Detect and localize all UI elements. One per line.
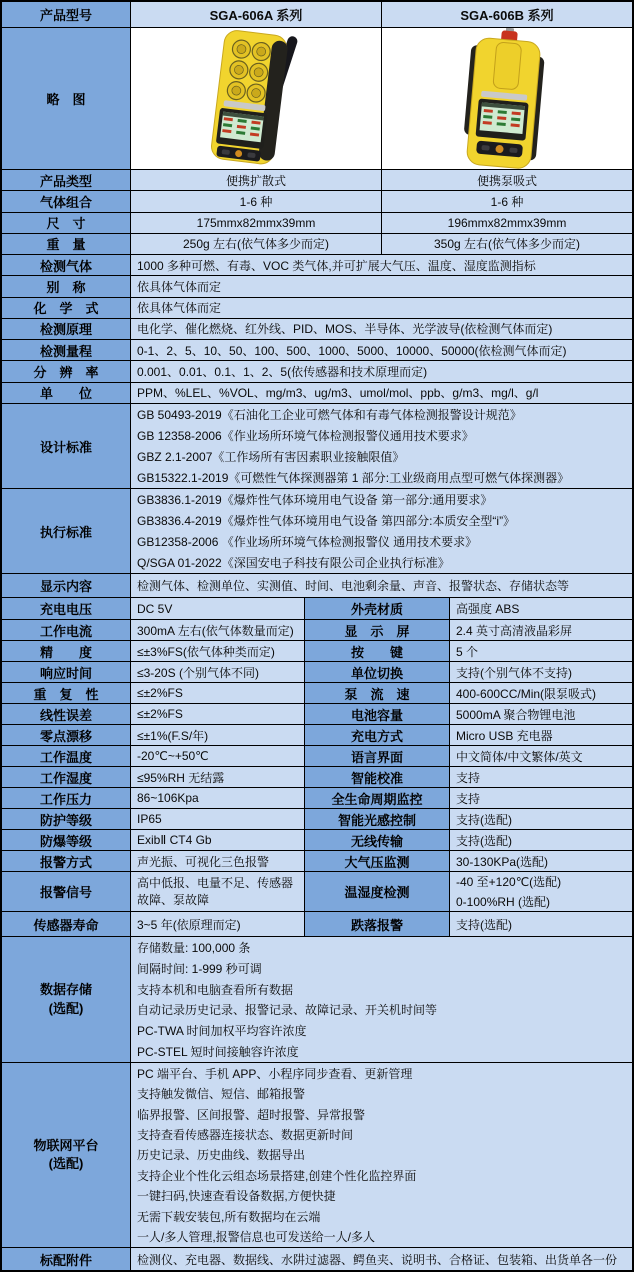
value-2: 支持 [450,788,632,808]
spec-row [2,319,632,340]
row-label: 分 辨 率 [2,361,131,381]
spec-row [2,340,632,361]
value-2: 5000mA 聚合物锂电池 [450,704,632,724]
spec-row-4col [2,746,632,767]
value-1: ≤95%RH 无结露 [131,767,305,787]
row-label: 零点漂移 [2,725,131,745]
row-label-2: 单位切换 [305,662,450,682]
row-label: 重 复 性 [2,683,131,703]
series-b-header: SGA-606B 系列 [382,2,632,27]
series-a-header: SGA-606A 系列 [131,2,382,27]
feature-line: PC 端平台、手机 APP、小程序同步查看、更新管理 [137,1066,413,1081]
spec-row-4col [2,662,632,683]
sensor-life-value: 3~5 年(依原理而定) [131,912,305,936]
value-1: ≤±3%FS(依气体种类而定) [131,641,305,661]
row-label: 化 学 式 [2,298,131,318]
spec-row-4col [2,788,632,809]
feature-line: 历史记录、历史曲线、数据导出 [137,1148,306,1163]
display-content-row [2,574,632,598]
row-label: 传感器寿命 [2,912,131,936]
spec-row-4col [2,704,632,725]
row-label-2: 无线传输 [305,830,450,850]
spec-row [2,191,632,212]
spec-row-4col [2,851,632,872]
iot-platform-row [2,1063,632,1248]
standard-line: GBZ 2.1-2007《工作场所有害因素职业接触限值》 [137,450,405,464]
row-label-2: 跌落报警 [305,912,450,936]
spec-row [2,255,632,276]
detail-spec-section [2,598,632,937]
value-a: 便携扩散式 [131,170,382,190]
feature-line: 自动记录历史记录、报警记录、故障记录、开关机时间等 [137,1003,438,1018]
row-label: 别 称 [2,276,131,296]
row-label: 设计标准 [2,404,131,488]
standard-line: GB12358-2006 《作业场所环境气体检测报警仪 通用技术要求》 [137,535,478,549]
accessories-row [2,1248,632,1270]
spec-row-4col [2,598,632,620]
data-storage-section [2,937,632,1063]
temp-humidity-line: 0-100%RH (选配) [456,894,551,909]
row-label: 精 度 [2,641,131,661]
value-span: PPM、%LEL、%VOL、mg/m3、ug/m3、umol/mol、ppb、g/m3、mg/l、g/l [131,383,632,403]
row-label-2: 温湿度检测 [305,872,450,911]
row-label: 标配附件 [2,1248,131,1270]
row-label [2,1063,131,1247]
value-b: 便携泵吸式 [382,170,632,190]
feature-line: 一键扫码,快速查看设备数据,方便快捷 [137,1189,336,1204]
value-1: ExibⅡ CT4 Gb [131,830,305,850]
spec-row-4col [2,830,632,851]
row-label: 尺 寸 [2,213,131,233]
spec-row [2,298,632,319]
row-label: 气体组合 [2,191,131,211]
row-label: 检测量程 [2,340,131,360]
feature-line: 支持触发微信、短信、邮箱报警 [137,1087,306,1102]
row-label-2: 按 键 [305,641,450,661]
row-label-2: 语言界面 [305,746,450,766]
value-1: 声光振、可视化三色报警 [131,851,305,871]
feature-line: 临界报警、区间报警、超时报警、异常报警 [137,1107,366,1122]
spec-row [2,213,632,234]
value-span: 依具体气体而定 [131,298,632,318]
value-2: 中文简体/中文繁体/英文 [450,746,632,766]
iot-platform-section [2,1063,632,1248]
temp-humidity-value [450,872,632,911]
feature-line: PC-TWA 时间加权平均容许浓度 [137,1024,307,1039]
row-label: 响应时间 [2,662,131,682]
row-label: 重 量 [2,234,131,254]
row-label: 防爆等级 [2,830,131,850]
row-label: 报警方式 [2,851,131,871]
value-a: 175mmx82mmx39mm [131,213,382,233]
label-line: (选配) [48,1000,84,1016]
sketch-row [2,28,632,170]
spec-row-4col [2,620,632,641]
feature-lines [131,1063,632,1247]
feature-line: 无需下载安装包,所有数据均在云端 [137,1209,321,1224]
standard-line: GB3836.4-2019《爆炸性气体环境用电气设备 第四部分:本质安全型“i”》 [137,514,516,528]
row-label-2: 大气压监测 [305,851,450,871]
row-label-2: 泵 流 速 [305,683,450,703]
value-b: 350g 左右(依气体多少而定) [382,234,632,254]
sketch-label: 略 图 [2,28,131,169]
value-2: 400-600CC/Min(限泵吸式) [450,683,632,703]
spec-row [2,234,632,255]
value-2: 5 个 [450,641,632,661]
feature-lines [131,937,632,1062]
data-storage-row [2,937,632,1063]
standards-row [2,489,632,574]
spec-row [2,276,632,297]
spec-row [2,361,632,382]
feature-line: 支持查看传感器连接状态、数据更新时间 [137,1128,354,1143]
row-label-2: 电池容量 [305,704,450,724]
standards-lines [131,404,632,488]
row-label: 单 位 [2,383,131,403]
standard-line: Q/SGA 01-2022《深国安电子科技有限公司企业执行标准》 [137,556,450,570]
value-span: 电化学、催化燃烧、红外线、PID、MOS、半导体、光学波导(依检测气体而定) [131,319,632,339]
standard-line: GB 50493-2019《石油化工企业可燃气体和有毒气体检测报警设计规范》 [137,408,522,422]
feature-line: PC-STEL 短时间接触容许浓度 [137,1045,299,1060]
feature-line: 支持本机和电脑查看所有数据 [137,982,294,997]
feature-line: 支持企业个性化云组态场景搭建,创建个性化监控界面 [137,1168,417,1183]
temp-humidity-line: -40 至+120℃(选配) [456,875,562,890]
standards-row [2,404,632,489]
row-label-2: 智能校准 [305,767,450,787]
row-label-2: 显 示 屏 [305,620,450,640]
row-label: 显示内容 [2,574,131,597]
value-1: -20℃~+50℃ [131,746,305,766]
row-label: 检测原理 [2,319,131,339]
feature-line: 间隔时间: 1-999 秒可调 [137,961,262,976]
product-image-b [382,28,632,169]
standard-line: GB3836.1-2019《爆炸性气体环境用电气设备 第一部分:通用要求》 [137,493,493,507]
value-1: ≤±2%FS [131,683,305,703]
standard-line: GB15322.1-2019《可燃性气体探测器第 1 部分:工业级商用点型可燃气体探测器》 [137,471,570,485]
row-label [2,937,131,1062]
value-1: ≤3-20S (个别气体不同) [131,662,305,682]
spec-row-4col [2,767,632,788]
feature-line: 一人/多人管理,报警信息也可发送给一人/多人 [137,1230,376,1245]
value-2: 支持 [450,767,632,787]
label-line: 数据存储 [39,982,92,998]
row-label: 检测气体 [2,255,131,275]
display-content-value: 检测气体、检测单位、实测值、时间、电池剩余量、声音、报警状态、存储状态等 [131,574,632,597]
label-line: (选配) [48,1156,84,1171]
row-label-2: 外壳材质 [305,598,450,619]
value-1: DC 5V [131,598,305,619]
spec-row-4col [2,683,632,704]
value-b: 1-6 种 [382,191,632,211]
row-label: 产品类型 [2,170,131,190]
row-label: 工作电流 [2,620,131,640]
spec-row-4col [2,809,632,830]
standards-section [2,404,632,574]
sensor-life-row [2,912,632,937]
value-1: 300mA 左右(依气体数量而定) [131,620,305,640]
row-label: 报警信号 [2,872,131,911]
gas-detector-b-icon [382,28,632,169]
row-label: 工作温度 [2,746,131,766]
spec-row [2,383,632,404]
row-label: 工作湿度 [2,767,131,787]
value-span: 0.001、0.01、0.1、1、2、5(依传感器和技术原理而定) [131,361,632,381]
value-2: 支持(选配) [450,809,632,829]
basic-spec-section [2,170,632,404]
label-line: 物联网平台 [33,1137,99,1153]
value-2: 支持(个别气体不支持) [450,662,632,682]
spec-row-4col [2,725,632,746]
accessories-value: 检测仪、充电器、数据线、水阱过滤器、鳄鱼夹、说明书、合格证、包装箱、出货单各一份 [131,1248,632,1270]
value-2: 2.4 英寸高清液晶彩屏 [450,620,632,640]
value-b: 196mmx82mmx39mm [382,213,632,233]
row-label: 充电电压 [2,598,131,619]
alarm-signal-value: 高中低报、电量不足、传感器故障、泵故障 [131,872,305,911]
value-a: 250g 左右(依气体多少而定) [131,234,382,254]
drop-alarm-value: 支持(选配) [450,912,632,936]
value-1: 86~106Kpa [131,788,305,808]
value-span: 1000 多种可燃、有毒、VOC 类气体,并可扩展大气压、温度、湿度监测指标 [131,255,632,275]
value-2: 支持(选配) [450,830,632,850]
spec-row-4col [2,641,632,662]
header-row [2,2,632,28]
row-label: 防护等级 [2,809,131,829]
value-2: 高强度 ABS [450,598,632,619]
row-label: 工作压力 [2,788,131,808]
value-1: ≤±1%(F.S/年) [131,725,305,745]
value-1: ≤±2%FS [131,704,305,724]
row-label-2: 智能光感控制 [305,809,450,829]
row-label-2: 充电方式 [305,725,450,745]
value-1: IP65 [131,809,305,829]
row-label-2: 全生命周期监控 [305,788,450,808]
value-2: 30-130KPa(选配) [450,851,632,871]
gas-detector-a-icon [131,28,381,169]
row-label: 线性误差 [2,704,131,724]
row-label: 执行标准 [2,489,131,573]
header-label: 产品型号 [2,2,131,27]
value-a: 1-6 种 [131,191,382,211]
value-span: 依具体气体而定 [131,276,632,296]
value-2: Micro USB 充电器 [450,725,632,745]
feature-line: 存储数量: 100,000 条 [137,940,251,955]
spec-row [2,170,632,191]
standard-line: GB 12358-2006《作业场所环境气体检测报警仪通用技术要求》 [137,429,474,443]
alarm-signal-row [2,872,632,912]
standards-lines [131,489,632,573]
product-image-a [131,28,382,169]
value-span: 0-1、2、5、10、50、100、500、1000、5000、10000、50000(依检测气体而定) [131,340,632,360]
